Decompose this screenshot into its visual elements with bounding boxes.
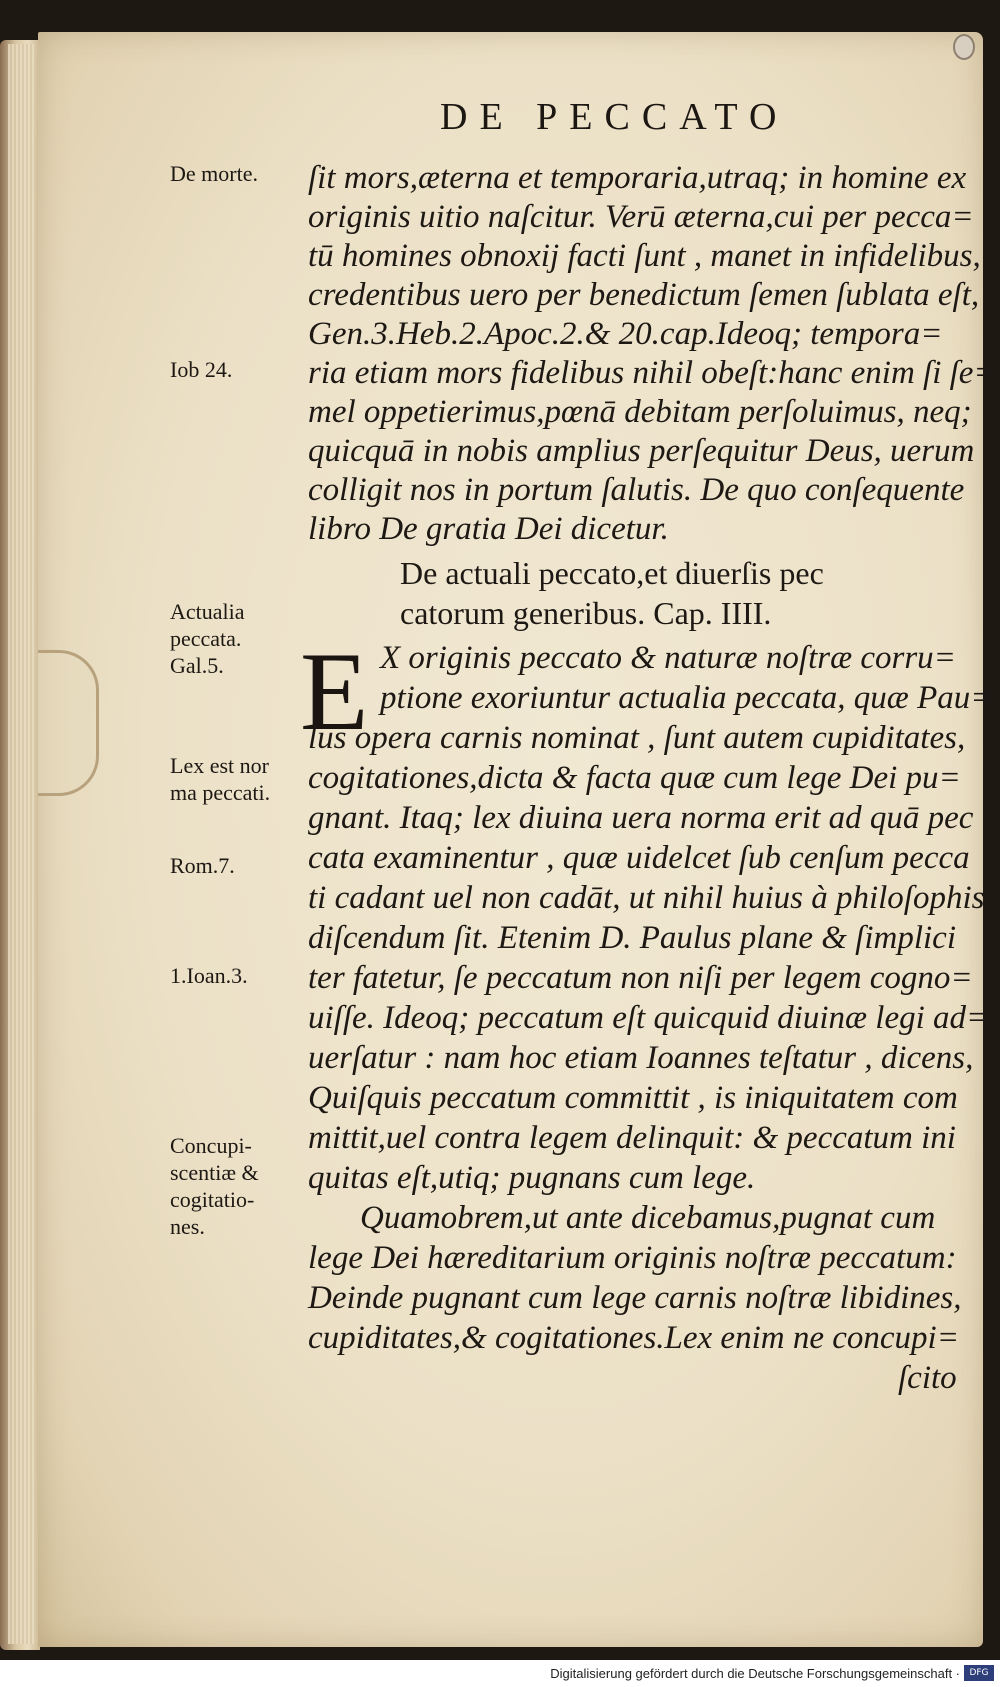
- body-line: libro De gratia Dei dicetur.: [308, 511, 669, 547]
- margin-note-line: 1.Ioan.3.: [170, 963, 248, 988]
- margin-note-line: Lex est nor: [170, 753, 269, 778]
- chapter-heading-line-2: catorum generibus. Cap. IIII.: [400, 595, 772, 631]
- body-line: ſit mors,æterna et temporaria,utraq; in homine ex: [308, 160, 967, 196]
- margin-note-de-morte: [170, 160, 258, 187]
- body-line: Deinde pugnant cum lege carnis noſtræ libidines,: [308, 1280, 962, 1316]
- running-header: DE PECCATO: [440, 96, 789, 138]
- margin-note-line: Actualia: [170, 599, 245, 624]
- body-line: cogitationes,dicta & facta quæ cum lege Dei pu=: [308, 760, 961, 796]
- page-clip: [38, 650, 99, 796]
- margin-note-line: nes.: [170, 1214, 205, 1239]
- body-line: ter fatetur, ſe peccatum non niſi per legem cogno=: [308, 960, 973, 996]
- body-line: uerſatur : nam hoc etiam Ioannes teſtatur , dicens,: [308, 1040, 974, 1076]
- body-line: quicquā in nobis amplius perſequitur Deus, uerum: [308, 433, 975, 469]
- margin-note-line: peccata.: [170, 626, 242, 651]
- dfg-logo: DFG: [964, 1665, 994, 1681]
- margin-note-rom: [170, 852, 235, 879]
- body-line: mel oppetierimus,pœnā debitam perſoluimus, neq;: [308, 394, 972, 430]
- body-line: X originis peccato & naturæ noſtræ corru=: [380, 640, 956, 676]
- body-line: ti cadant uel non cadāt, ut nihil huius à philoſophis: [308, 880, 985, 916]
- page-stack: [8, 44, 36, 1644]
- body-line: Gen.3.Heb.2.Apoc.2.& 20.cap.Ideoq; tempora=: [308, 316, 943, 352]
- body-line: mittit,uel contra legem delinquit: & peccatum ini: [308, 1120, 956, 1156]
- drop-cap: E: [300, 630, 369, 754]
- body-line: gnant. Itaq; lex diuina uera norma erit ad quā pec: [308, 800, 974, 836]
- body-line: colligit nos in portum ſalutis. De quo conſequente: [308, 472, 965, 508]
- margin-note-concupiscentiae: [170, 1132, 259, 1240]
- body-line: uiſſe. Ideoq; peccatum eſt quicquid diuinæ legi ad=: [308, 1000, 989, 1036]
- margin-note-actualia: [170, 598, 245, 679]
- margin-note-line: Iob 24.: [170, 357, 233, 382]
- body-line: ria etiam mors fidelibus nihil obeſt:hanc enim ſi ſe=: [308, 355, 996, 391]
- margin-note-line: Gal.5.: [170, 653, 224, 678]
- body-line: originis uitio naſcitur. Verū æterna,cui per pecca=: [308, 199, 974, 235]
- chapter-heading-line-1: De actuali peccato,et diuerſis pec: [400, 555, 824, 591]
- margin-note-line: Concupi-: [170, 1133, 252, 1158]
- body-line: cupiditates,& cogitationes.Lex enim ne concupi=: [308, 1320, 959, 1356]
- margin-note-line: ma peccati.: [170, 780, 271, 805]
- margin-note-line: cogitatio-: [170, 1187, 255, 1212]
- margin-note-iob: [170, 356, 232, 383]
- margin-note-line: Rom.7.: [170, 853, 235, 878]
- body-line: credentibus uero per benedictum ſemen ſublata eſt,: [308, 277, 980, 313]
- body-line: lus opera carnis nominat , ſunt autem cupiditates,: [308, 720, 966, 756]
- body-line: lege Dei hæreditarium originis noſtræ peccatum:: [308, 1240, 957, 1276]
- body-line: Quiſquis peccatum committit , is iniquitatem com: [308, 1080, 958, 1116]
- margin-note-ioan: [170, 962, 248, 989]
- catchword: ſcito: [898, 1360, 957, 1396]
- margin-note-line: De morte.: [170, 161, 258, 186]
- footer-text: Digitalisierung gefördert durch die Deutsche Forschungsgemeinschaft ·: [550, 1666, 960, 1681]
- body-line: Quamobrem,ut ante dicebamus,pugnat cum: [360, 1200, 936, 1236]
- body-line: ptione exoriuntur actualia peccata, quæ Pau=: [380, 680, 993, 716]
- margin-note-lex: [170, 752, 270, 806]
- body-line: diſcendum ſit. Etenim D. Paulus plane & ſimplici: [308, 920, 956, 956]
- margin-note-line: scentiæ &: [170, 1160, 259, 1185]
- body-line: quitas eſt,utiq; pugnans cum lege.: [308, 1160, 756, 1196]
- body-line: cata examinentur , quæ uidelcet ſub cenſum pecca: [308, 840, 970, 876]
- body-line: tū homines obnoxij facti ſunt , manet in infidelibus,: [308, 238, 981, 274]
- binding-thread: [953, 34, 975, 60]
- digitization-footer: [0, 1660, 1000, 1687]
